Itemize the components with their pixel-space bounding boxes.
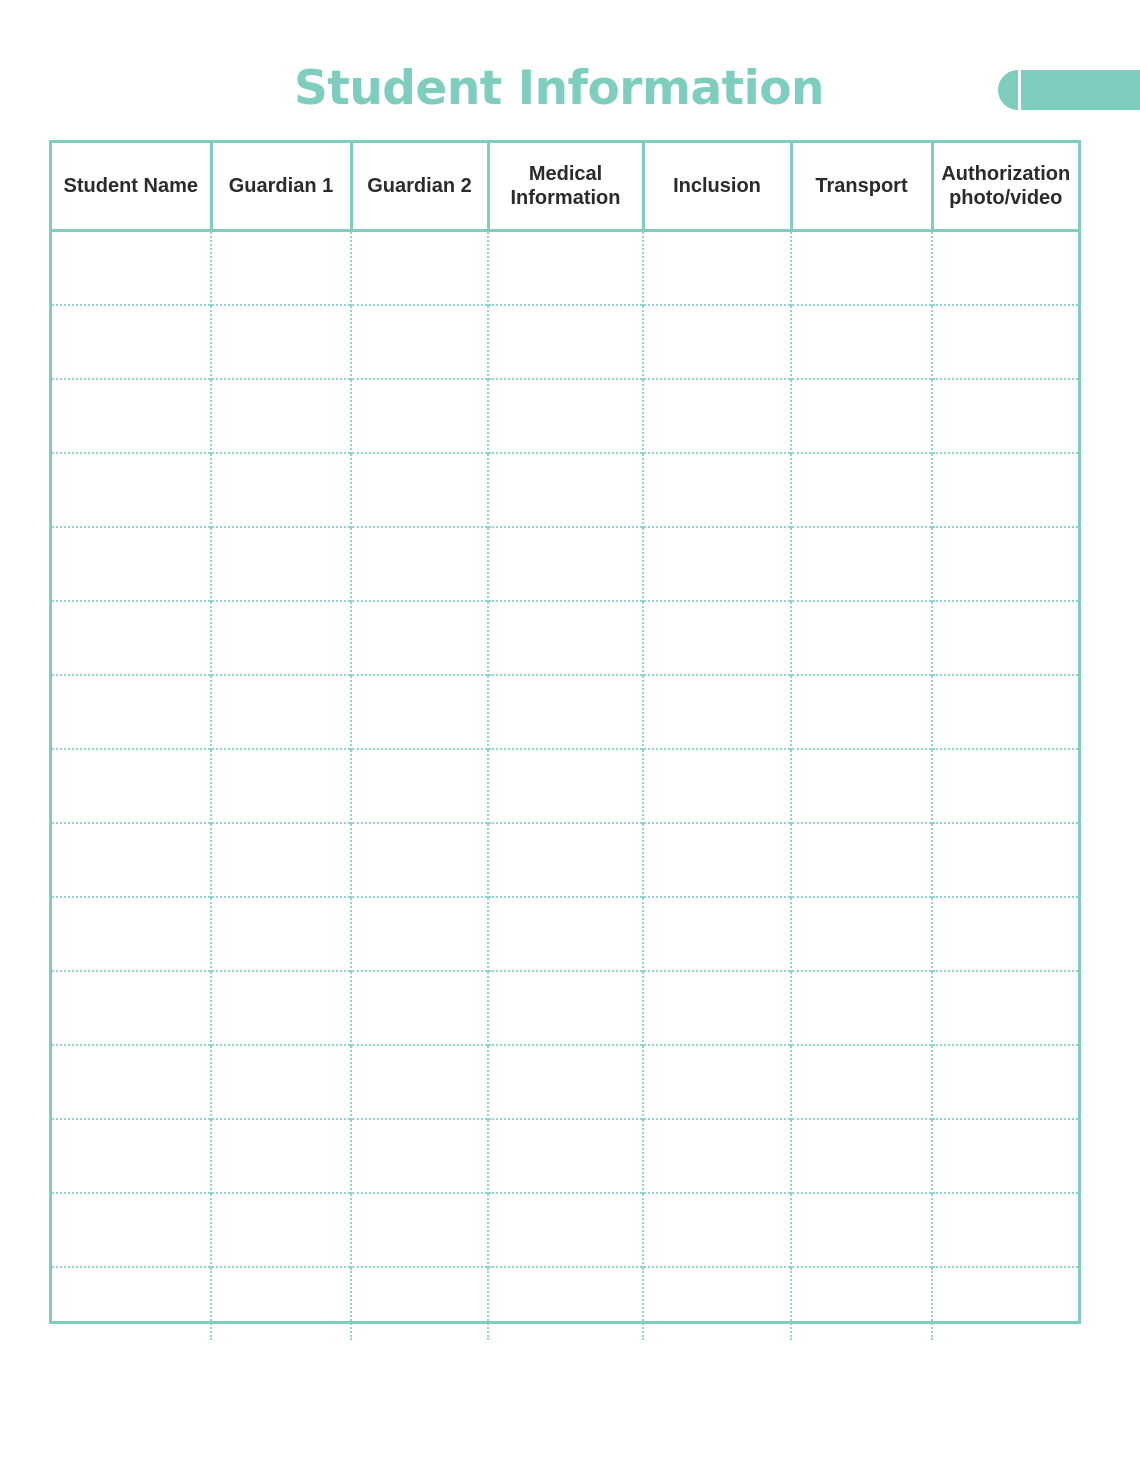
- table-cell[interactable]: [643, 1193, 791, 1267]
- table-cell[interactable]: [211, 601, 351, 675]
- table-cell[interactable]: [351, 379, 488, 453]
- table-cell[interactable]: [932, 675, 1078, 749]
- table-cell[interactable]: [643, 1119, 791, 1193]
- table-row: [52, 1045, 1078, 1119]
- table-cell[interactable]: [488, 971, 643, 1045]
- table-cell[interactable]: [932, 1267, 1078, 1340]
- tab-marker-bar: [1021, 70, 1140, 110]
- table-cell[interactable]: [791, 1267, 932, 1340]
- table-cell[interactable]: [932, 305, 1078, 379]
- table-cell[interactable]: [52, 749, 211, 823]
- table-cell[interactable]: [211, 527, 351, 601]
- table-cell[interactable]: [643, 971, 791, 1045]
- table-row: [52, 231, 1078, 306]
- table-cell[interactable]: [52, 601, 211, 675]
- table-cell[interactable]: [791, 971, 932, 1045]
- table-cell[interactable]: [932, 749, 1078, 823]
- table-cell[interactable]: [932, 1119, 1078, 1193]
- table-cell[interactable]: [791, 675, 932, 749]
- column-header-transport: Transport: [791, 143, 932, 231]
- table-cell[interactable]: [791, 1119, 932, 1193]
- decorative-tab-marker: [998, 70, 1140, 110]
- table-cell[interactable]: [351, 1193, 488, 1267]
- table-cell[interactable]: [488, 1193, 643, 1267]
- table-cell[interactable]: [932, 453, 1078, 527]
- table-cell[interactable]: [791, 453, 932, 527]
- table-cell[interactable]: [791, 1193, 932, 1267]
- table-cell[interactable]: [791, 527, 932, 601]
- table-cell[interactable]: [932, 1193, 1078, 1267]
- table-cell[interactable]: [488, 675, 643, 749]
- table-cell[interactable]: [791, 749, 932, 823]
- table-row: [52, 1267, 1078, 1340]
- column-header-medical-information: Medical Information: [488, 143, 643, 231]
- table-cell[interactable]: [211, 231, 351, 306]
- table-cell[interactable]: [351, 527, 488, 601]
- table-cell[interactable]: [211, 453, 351, 527]
- table-cell[interactable]: [791, 305, 932, 379]
- table-cell[interactable]: [351, 453, 488, 527]
- table-row: [52, 897, 1078, 971]
- table-cell[interactable]: [932, 971, 1078, 1045]
- table-cell[interactable]: [351, 897, 488, 971]
- table-cell[interactable]: [52, 453, 211, 527]
- table-cell[interactable]: [351, 749, 488, 823]
- table-cell[interactable]: [52, 1119, 211, 1193]
- table-cell[interactable]: [52, 305, 211, 379]
- table-cell[interactable]: [643, 453, 791, 527]
- page-title: Student Information: [294, 61, 824, 116]
- table-cell[interactable]: [52, 823, 211, 897]
- table-cell[interactable]: [791, 231, 932, 306]
- table-body: [52, 231, 1078, 1341]
- table-cell[interactable]: [488, 379, 643, 453]
- table-cell[interactable]: [52, 1193, 211, 1267]
- table-cell[interactable]: [211, 1267, 351, 1340]
- table-cell[interactable]: [52, 1267, 211, 1340]
- table-cell[interactable]: [351, 1045, 488, 1119]
- table-cell[interactable]: [488, 749, 643, 823]
- table-cell[interactable]: [932, 231, 1078, 306]
- table-cell[interactable]: [52, 527, 211, 601]
- table-cell[interactable]: [211, 1119, 351, 1193]
- table-row: [52, 527, 1078, 601]
- table-cell[interactable]: [52, 231, 211, 306]
- table-cell[interactable]: [211, 305, 351, 379]
- table-row: [52, 675, 1078, 749]
- table-cell[interactable]: [791, 897, 932, 971]
- column-header-student-name: Student Name: [52, 143, 211, 231]
- table-cell[interactable]: [488, 527, 643, 601]
- table-cell[interactable]: [932, 379, 1078, 453]
- table-cell[interactable]: [52, 1045, 211, 1119]
- table-cell[interactable]: [211, 971, 351, 1045]
- table-row: [52, 305, 1078, 379]
- student-information-table: [52, 143, 1078, 1340]
- table-cell[interactable]: [488, 453, 643, 527]
- table-cell[interactable]: [351, 971, 488, 1045]
- table-cell[interactable]: [643, 527, 791, 601]
- table-row: [52, 749, 1078, 823]
- table-cell[interactable]: [932, 527, 1078, 601]
- table-cell[interactable]: [351, 675, 488, 749]
- table-cell[interactable]: [643, 305, 791, 379]
- table-cell[interactable]: [211, 897, 351, 971]
- table-cell[interactable]: [791, 1045, 932, 1119]
- table-cell[interactable]: [351, 601, 488, 675]
- table-cell[interactable]: [52, 897, 211, 971]
- table-cell[interactable]: [643, 749, 791, 823]
- table-cell[interactable]: [211, 823, 351, 897]
- table-cell[interactable]: [643, 823, 791, 897]
- table-row: [52, 1193, 1078, 1267]
- table-cell[interactable]: [211, 1193, 351, 1267]
- table-row: [52, 453, 1078, 527]
- table-cell[interactable]: [211, 675, 351, 749]
- table-row: [52, 601, 1078, 675]
- table-cell[interactable]: [488, 305, 643, 379]
- table-cell[interactable]: [791, 379, 932, 453]
- column-header-guardian-2: Guardian 2: [351, 143, 488, 231]
- table-cell[interactable]: [211, 1045, 351, 1119]
- table-cell[interactable]: [488, 231, 643, 306]
- table-cell[interactable]: [932, 823, 1078, 897]
- column-header-guardian-1: Guardian 1: [211, 143, 351, 231]
- table-cell[interactable]: [351, 305, 488, 379]
- table-cell[interactable]: [643, 1267, 791, 1340]
- table-cell[interactable]: [52, 675, 211, 749]
- student-information-table-frame: [49, 140, 1081, 1324]
- table-cell[interactable]: [211, 749, 351, 823]
- table-cell[interactable]: [488, 897, 643, 971]
- table-cell[interactable]: [643, 231, 791, 306]
- table-cell[interactable]: [351, 1267, 488, 1340]
- table-cell[interactable]: [932, 601, 1078, 675]
- table-cell[interactable]: [488, 1267, 643, 1340]
- table-cell[interactable]: [643, 379, 791, 453]
- table-cell[interactable]: [351, 823, 488, 897]
- table-cell[interactable]: [932, 1045, 1078, 1119]
- column-header-authorization-photo-video: Authorization photo/video: [932, 143, 1078, 231]
- table-cell[interactable]: [488, 1045, 643, 1119]
- table-header-row: [52, 143, 1078, 231]
- table-cell[interactable]: [791, 823, 932, 897]
- table-cell[interactable]: [643, 675, 791, 749]
- table-cell[interactable]: [52, 379, 211, 453]
- table-row: [52, 823, 1078, 897]
- table-cell[interactable]: [351, 231, 488, 306]
- column-header-inclusion: Inclusion: [643, 143, 791, 231]
- table-cell[interactable]: [488, 823, 643, 897]
- table-cell[interactable]: [643, 1045, 791, 1119]
- table-cell[interactable]: [932, 897, 1078, 971]
- table-cell[interactable]: [52, 971, 211, 1045]
- table-cell[interactable]: [791, 601, 932, 675]
- table-cell[interactable]: [643, 897, 791, 971]
- table-cell[interactable]: [643, 601, 791, 675]
- table-row: [52, 379, 1078, 453]
- table-cell[interactable]: [211, 379, 351, 453]
- table-cell[interactable]: [488, 1119, 643, 1193]
- table-cell[interactable]: [351, 1119, 488, 1193]
- table-row: [52, 971, 1078, 1045]
- table-cell[interactable]: [488, 601, 643, 675]
- table-row: [52, 1119, 1078, 1193]
- tab-marker-cap: [998, 70, 1018, 110]
